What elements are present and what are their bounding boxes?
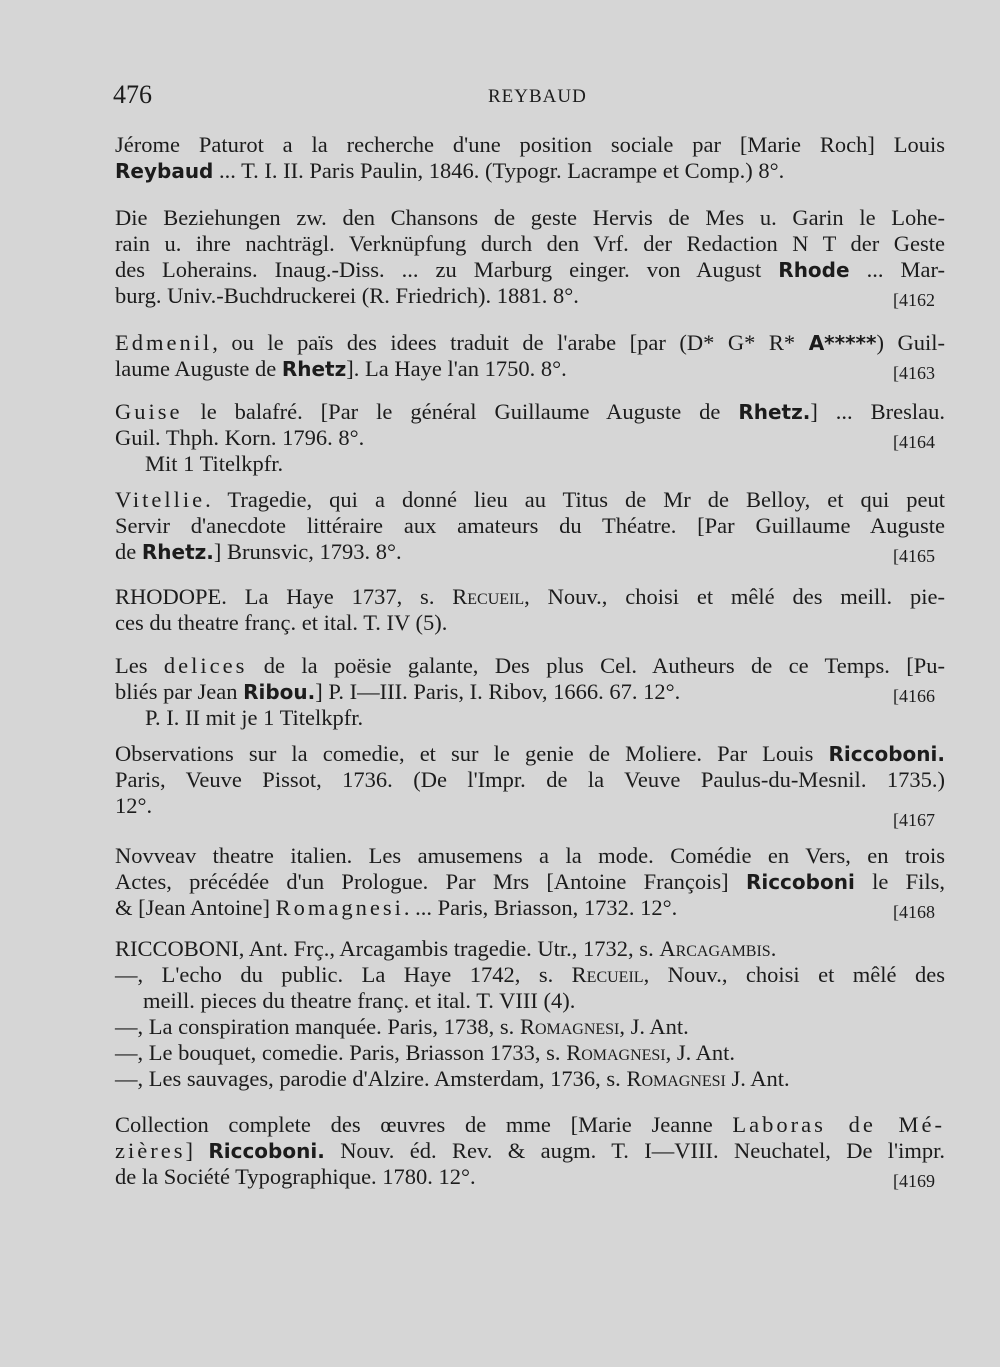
author-name: Riccoboni. xyxy=(208,1139,325,1163)
bibliography-entry xyxy=(115,330,945,382)
bibliography-entry xyxy=(115,487,945,565)
entry-text: , Nouv., choisi et mêlé des xyxy=(643,962,945,987)
entry-line: Mit 1 Titelkpfr. xyxy=(145,451,284,476)
entry-text: ]. La Haye l'an 1750. 8°. xyxy=(346,356,567,381)
entry-text: de la Société Typographique. 1780. 12°. xyxy=(115,1164,476,1189)
entry-text: —, Les sauvages, parodie d'Alzire. Amsterdam, 1736, s. xyxy=(115,1066,627,1091)
entry-line xyxy=(115,936,945,962)
author-name: Riccoboni. xyxy=(828,742,945,766)
cross-reference: Recueil xyxy=(571,962,644,987)
entry-line xyxy=(115,1112,945,1138)
entry-text: ] ... Breslau. xyxy=(810,399,946,424)
entry-line: rain u. ihre nachträgl. Verknüpfung durch den Vrf. der Redaction N T der Geste xyxy=(115,231,945,256)
entry-line xyxy=(115,487,945,513)
author-name: A***** xyxy=(808,331,877,355)
author-name: Rhetz. xyxy=(141,540,214,564)
reference-number: [4166 xyxy=(893,686,935,706)
bibliography-entry xyxy=(115,843,945,921)
entry-text: , Nouv., choisi et mêlé des meill. pie- xyxy=(524,584,945,609)
entry-text: Actes, précédée d'un Prologue. Par Mrs [Antoine François] xyxy=(115,869,746,894)
entry-text: le Fils, xyxy=(854,869,945,894)
entry-line: Novveav theatre italien. Les amusemens a la mode. Comédie en Vers, en trois xyxy=(115,843,945,868)
cross-reference: Romagnesi xyxy=(519,1014,620,1039)
entry-text: Observations sur la comedie, et sur le genie de Moliere. Par Louis xyxy=(115,741,829,766)
entry-text: RHODOPE. La Haye 1737, s. xyxy=(115,584,453,609)
bibliography-entry xyxy=(115,584,945,636)
spaced-title: Guise xyxy=(115,399,183,424)
entry-text: le balafré. [Par le général Guillaume Auguste de xyxy=(182,399,739,424)
entry-line xyxy=(115,399,945,425)
entry-text: bliés par Jean xyxy=(115,679,244,704)
reference-number: [4167 xyxy=(893,810,935,830)
entry-text: —, Le bouquet, comedie. Paris, Briasson 1733, s. xyxy=(115,1040,567,1065)
entry-text: ] xyxy=(185,1138,209,1163)
entry-text: de xyxy=(115,539,142,564)
reference-number: [4163 xyxy=(893,363,935,383)
bibliography-entry xyxy=(115,399,945,477)
entry-text: —, La conspiration manquée. Paris, 1738, s. xyxy=(115,1014,520,1039)
entry-line xyxy=(115,653,945,679)
entry-line: Die Beziehungen zw. den Chansons de geste Hervis de Mes u. Garin le Lohe- xyxy=(115,205,945,230)
running-head: REYBAUD xyxy=(488,86,587,107)
entry-line: meill. pieces du theatre franç. et ital. T. VIII (4). xyxy=(143,988,576,1013)
entry-line xyxy=(115,330,945,356)
entry-text: , J. Ant. xyxy=(665,1040,736,1065)
entry-text: de la poësie galante, Des plus Cel. Autheurs de ce Temps. [Pu- xyxy=(247,653,945,678)
bibliography-entry xyxy=(115,653,945,731)
entry-text: ) Guil- xyxy=(876,330,945,355)
entry-line xyxy=(115,257,945,283)
entry-line: Jérome Paturot a la recherche d'une position sociale par [Marie Roch] Louis xyxy=(115,132,945,157)
spaced-name: zières xyxy=(115,1138,186,1163)
entry-text: ... Mar- xyxy=(849,257,946,282)
entry-text: Les xyxy=(115,653,164,678)
entry-line xyxy=(115,584,945,610)
entry-text: 12°. xyxy=(115,793,153,818)
entry-line: P. I. II mit je 1 Titelkpfr. xyxy=(145,705,364,730)
entry-text: , ou le païs des idees traduit de l'arabe [par (D* G* R* xyxy=(212,330,809,355)
reference-number: [4168 xyxy=(893,902,935,922)
entry-text: RICCOBONI, Ant. Frç., Arcagambis tragedie. Utr., 1732, s. xyxy=(115,936,660,961)
bibliography-entry xyxy=(115,1112,945,1190)
reference-number: [4165 xyxy=(893,546,935,566)
author-name: Reybaud xyxy=(115,159,214,183)
cross-reference: Recueil xyxy=(452,584,525,609)
spaced-title: Edmenil xyxy=(115,330,213,355)
entry-line xyxy=(115,1138,945,1164)
reference-number: [4164 xyxy=(893,432,935,452)
entry-line xyxy=(115,283,945,309)
author-name: Rhode xyxy=(778,258,850,282)
entry-line xyxy=(115,1066,945,1092)
spaced-name: Romagnesi xyxy=(275,895,404,920)
author-name: Riccoboni xyxy=(745,870,855,894)
entry-line xyxy=(115,741,945,767)
entry-text: burg. Univ.-Buchdruckerei (R. Friedrich). 1881. 8°. xyxy=(115,283,579,308)
entry-text: ] Brunsvic, 1793. 8°. xyxy=(213,539,402,564)
entry-text: , J. Ant. xyxy=(619,1014,689,1039)
author-name: Ribou. xyxy=(243,680,316,704)
entry-line xyxy=(115,1014,945,1040)
cross-reference: Romagnesi xyxy=(626,1066,726,1091)
bibliography-entry xyxy=(115,741,945,830)
reference-number: [4162 xyxy=(893,290,935,310)
entry-text: des Loherains. Inaug.-Diss. ... zu Marburg einger. von August xyxy=(115,257,779,282)
entry-line xyxy=(115,1164,945,1190)
entry-line xyxy=(115,793,945,830)
entry-line xyxy=(115,962,945,988)
entry-text: ] P. I—III. Paris, I. Ribov, 1666. 67. 12°. xyxy=(315,679,681,704)
author-name: Rhetz. xyxy=(738,400,811,424)
entry-text: . xyxy=(770,936,777,961)
spaced-title: Vitellie xyxy=(115,487,206,512)
entry-line xyxy=(115,679,945,705)
reference-number: [4169 xyxy=(893,1171,935,1191)
entry-text: . Tragedie, qui a donné lieu au Titus de Mr de Belloy, et qui peut xyxy=(205,487,945,512)
entry-line xyxy=(115,539,945,565)
bibliography-entry xyxy=(115,205,945,309)
entry-text: J. Ant. xyxy=(725,1066,790,1091)
entry-text: ... T. I. II. Paris Paulin, 1846. (Typogr. Lacrampe et Comp.) 8°. xyxy=(213,158,785,183)
spaced-title: delices xyxy=(163,653,248,678)
entry-line xyxy=(115,895,945,921)
bibliography-entry xyxy=(115,936,945,1092)
entry-line xyxy=(115,425,945,451)
entry-line: Servir d'anecdote littéraire aux amateurs du Théatre. [Par Guillaume Auguste xyxy=(115,513,945,538)
entry-text: laume Auguste de xyxy=(115,356,282,381)
page-number: 476 xyxy=(113,80,152,109)
author-name: Rhetz xyxy=(281,357,347,381)
cross-reference: Romagnesi xyxy=(566,1040,666,1065)
entry-line xyxy=(115,356,945,382)
entry-text: Nouv. éd. Rev. & augm. T. I—VIII. Neuchatel, De l'impr. xyxy=(324,1138,945,1163)
entry-line: Paris, Veuve Pissot, 1736. (De l'Impr. de la Veuve Paulus-du-Mesnil. 1735.) xyxy=(115,767,945,792)
entry-text: Guil. Thph. Korn. 1796. 8°. xyxy=(115,425,365,450)
entry-text: & [Jean Antoine] xyxy=(115,895,276,920)
entry-text: —, L'echo du public. La Haye 1742, s. xyxy=(115,962,572,987)
entry-line xyxy=(115,869,945,895)
entry-line: ces du theatre franç. et ital. T. IV (5). xyxy=(115,610,448,635)
entry-line xyxy=(115,158,945,184)
bibliography-entry xyxy=(115,132,945,184)
cross-reference: Arcagambis xyxy=(659,936,771,961)
entry-line xyxy=(115,1040,945,1066)
entry-text: . ... Paris, Briasson, 1732. 12°. xyxy=(403,895,678,920)
spaced-name: Laboras de Mé- xyxy=(732,1112,945,1137)
entry-text: Collection complete des œuvres de mme [Marie Jeanne xyxy=(115,1112,733,1137)
